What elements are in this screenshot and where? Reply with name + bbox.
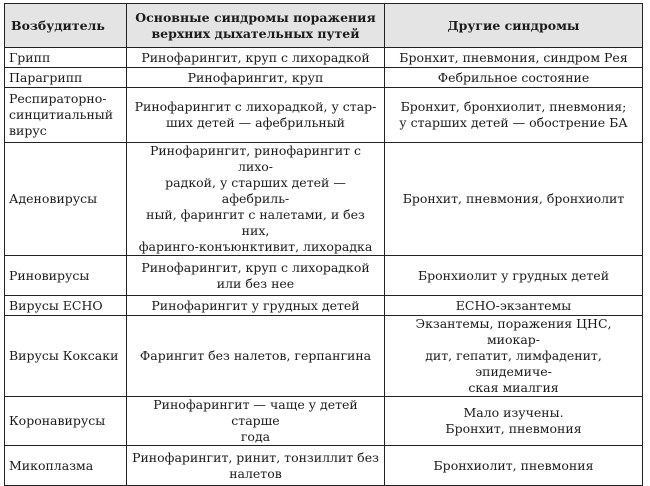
pathogen-cell: Вирусы ЕСНО	[5, 296, 127, 316]
upper-syndromes-cell: Ринофарингит, ринит, тонзиллит без налетов	[127, 446, 385, 486]
upper-syndromes-cell: Ринофарингит у грудных детей	[127, 296, 385, 316]
other-syndromes-cell: Экзантемы, поражения ЦНС, миокар- дит, гепатит, лимфаденит, эпидемиче- ская миалгия	[385, 316, 643, 397]
other-syndromes-cell: Бронхиолит, пневмония	[385, 446, 643, 486]
upper-syndromes-cell: Ринофарингит с лихорадкой, у стар- ших детей — афебрильный	[127, 88, 385, 143]
table-body	[5, 48, 643, 486]
other-syndromes-cell: Бронхиолит у грудных детей	[385, 256, 643, 296]
table-row	[5, 296, 643, 316]
upper-syndromes-cell: Ринофарингит, круп с лихорадкой	[127, 48, 385, 68]
table-row	[5, 48, 643, 68]
upper-syndromes-cell: Фарингит без налетов, герпангина	[127, 316, 385, 397]
pathogen-cell: Вирусы Коксаки	[5, 316, 127, 397]
pathogen-cell: Грипп	[5, 48, 127, 68]
table-row	[5, 88, 643, 143]
pathogen-cell: Парагрипп	[5, 68, 127, 88]
upper-syndromes-cell: Ринофарингит, круп	[127, 68, 385, 88]
pathogen-cell: Респираторно- синцитиальный вирус	[5, 88, 127, 143]
table-row	[5, 446, 643, 486]
other-syndromes-cell: Бронхит, бронхиолит, пневмония; у старших детей — обострение БА	[385, 88, 643, 143]
header-other-syndromes: Другие синдромы	[385, 4, 643, 48]
pathogen-cell: Микоплазма	[5, 446, 127, 486]
table-row	[5, 143, 643, 256]
table-row	[5, 256, 643, 296]
pathogen-cell: Аденовирусы	[5, 143, 127, 256]
header-upper-airway-syndromes: Основные синдромы поражения верхних дыхательных путей	[127, 4, 385, 48]
other-syndromes-cell: Бронхит, пневмония, синдром Рея	[385, 48, 643, 68]
other-syndromes-cell: Мало изучены. Бронхит, пневмония	[385, 397, 643, 446]
header-pathogen: Возбудитель	[5, 4, 127, 48]
other-syndromes-cell: Фебрильное состояние	[385, 68, 643, 88]
syndromes-table-container	[4, 3, 642, 486]
table-row	[5, 397, 643, 446]
upper-syndromes-cell: Ринофарингит — чаще у детей старше года	[127, 397, 385, 446]
table-header	[5, 4, 643, 48]
table-row	[5, 68, 643, 88]
header-row	[5, 4, 643, 48]
table-row	[5, 316, 643, 397]
syndromes-table	[4, 3, 643, 486]
other-syndromes-cell: ЕСНО-экзантемы	[385, 296, 643, 316]
other-syndromes-cell: Бронхит, пневмония, бронхиолит	[385, 143, 643, 256]
upper-syndromes-cell: Ринофарингит, ринофарингит с лихо- радкой, у старших детей — афебриль- ный, фарингит с налетами, и без них, фаринго-конъюнктивит, лихорадка	[127, 143, 385, 256]
pathogen-cell: Риновирусы	[5, 256, 127, 296]
upper-syndromes-cell: Ринофарингит, круп с лихорадкой или без нее	[127, 256, 385, 296]
pathogen-cell: Коронавирусы	[5, 397, 127, 446]
